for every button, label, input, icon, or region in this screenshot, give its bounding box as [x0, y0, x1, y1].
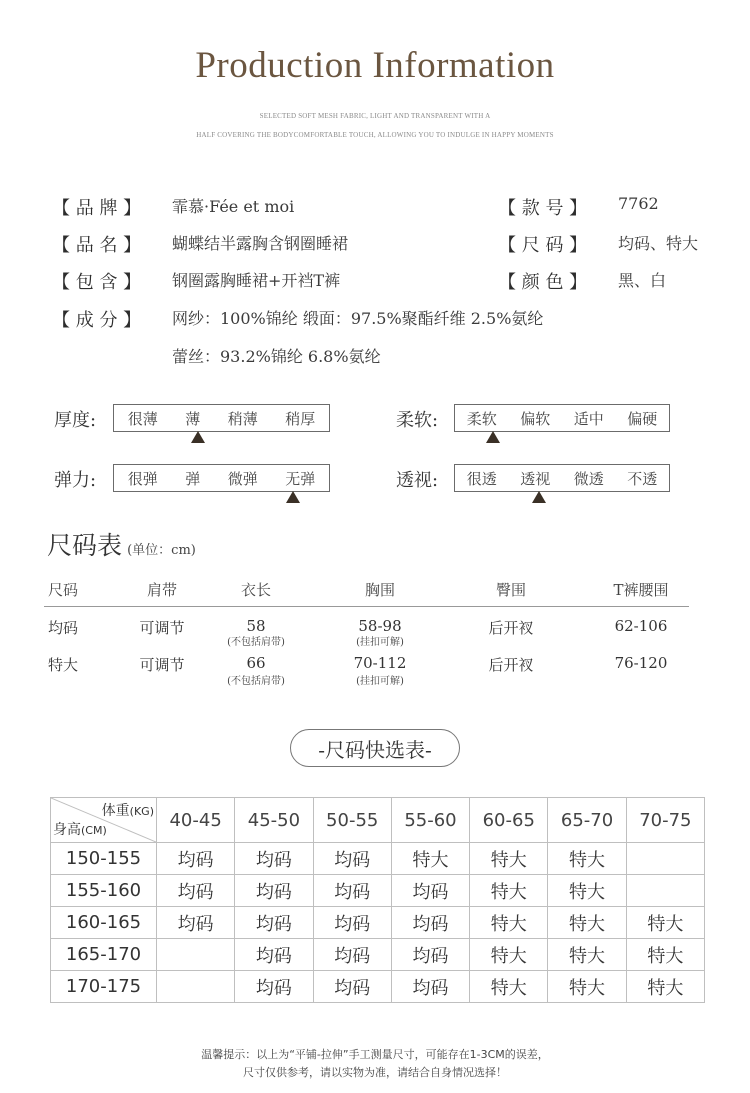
- size-result-cell: [626, 875, 704, 907]
- size-chart-header: 胸围: [364, 581, 395, 599]
- length-note: (不包括肩带): [227, 637, 285, 648]
- thickness-scale: [113, 404, 330, 432]
- size-cell: 特大: [48, 656, 79, 674]
- sheerness-option: 很透: [466, 469, 497, 488]
- thickness-option: 稍厚: [285, 409, 316, 428]
- size-result-cell: 特大: [470, 939, 548, 971]
- hip-cell: 后开衩: [488, 619, 534, 637]
- height-cell: 160-165: [51, 907, 157, 939]
- brand-value: 霏慕·Fée et moi: [172, 197, 295, 216]
- size-chart-header: 肩带: [146, 581, 177, 599]
- softness-marker: [486, 431, 500, 443]
- size-result-cell: 特大: [548, 875, 626, 907]
- height-cell: 165-170: [51, 939, 157, 971]
- size-result-cell: 均码: [235, 939, 313, 971]
- size-chart-header: 臀围: [495, 581, 526, 599]
- size-result-cell: 特大: [626, 907, 704, 939]
- bust-note: (挂扣可解): [356, 676, 404, 687]
- length-cell: 58: [246, 617, 266, 635]
- size-result-cell: 均码: [313, 875, 391, 907]
- size-chart-title: 尺码表: [47, 531, 123, 560]
- table-row: [51, 971, 705, 1003]
- composition-line-2: 蕾丝：93.2%锦纶 6.8%氨纶: [172, 347, 381, 366]
- size-result-cell: 特大: [548, 971, 626, 1003]
- name-value: 蝴蝶结半露胸含钢圈睡裙: [172, 234, 349, 253]
- size-result-cell: 均码: [391, 875, 469, 907]
- height-cell: 170-175: [51, 971, 157, 1003]
- footer-note-line-1: 温馨提示：以上为“平铺-拉伸”手工测量尺寸，可能存在1-3CM的误差，: [201, 1048, 549, 1061]
- size-result-cell: 均码: [235, 843, 313, 875]
- size-result-cell: 均码: [313, 939, 391, 971]
- waist-cell: 76-120: [614, 654, 668, 672]
- size-result-cell: 均码: [391, 907, 469, 939]
- size-result-cell: 特大: [548, 907, 626, 939]
- weight-col-header: 40-45: [157, 798, 235, 843]
- size-result-cell: 均码: [391, 939, 469, 971]
- size-chart-header: T裤腰围: [613, 581, 669, 599]
- sheerness-label: 透视:: [396, 470, 439, 491]
- height-cell: 150-155: [51, 843, 157, 875]
- composition-label: 【 成 分 】: [52, 310, 142, 331]
- size-result-cell: [157, 971, 235, 1003]
- size-result-cell: 特大: [470, 971, 548, 1003]
- weight-col-header: 45-50: [235, 798, 313, 843]
- footer-note-line-2: 尺寸仅供参考，请以实物为准，请结合自身情况选择！: [243, 1066, 507, 1079]
- bust-cell: 70-112: [353, 654, 407, 672]
- weight-col-header: 60-65: [470, 798, 548, 843]
- brand-label: 【 品 牌 】: [52, 198, 142, 219]
- sheerness-marker: [532, 491, 546, 503]
- size-result-cell: 均码: [313, 907, 391, 939]
- color-value: 黑、白: [618, 271, 667, 290]
- style-no-label: 【 款 号 】: [498, 198, 588, 219]
- size-result-cell: 均码: [157, 875, 235, 907]
- size-result-cell: 均码: [391, 971, 469, 1003]
- strap-cell: 可调节: [139, 619, 185, 637]
- softness-option: 适中: [573, 409, 604, 428]
- thickness-option: 很薄: [127, 409, 158, 428]
- size-result-cell: 特大: [626, 971, 704, 1003]
- size-chart-header: 尺码: [48, 581, 79, 599]
- size-result-cell: 特大: [626, 939, 704, 971]
- table-corner-cell: [51, 798, 157, 843]
- bust-cell: 58-98: [358, 617, 402, 635]
- sheerness-option: 不透: [627, 469, 658, 488]
- table-row: [51, 939, 705, 971]
- size-chart-unit: (单位：cm): [127, 543, 196, 558]
- weight-col-header: 55-60: [391, 798, 469, 843]
- weight-header: 体重(KG): [101, 803, 154, 819]
- strap-cell: 可调节: [139, 656, 185, 674]
- hip-cell: 后开衩: [488, 656, 534, 674]
- size-result-cell: 特大: [391, 843, 469, 875]
- thickness-option: 薄: [185, 409, 201, 428]
- softness-option: 偏软: [520, 409, 551, 428]
- size-chart-divider: [44, 606, 689, 607]
- bust-note: (挂扣可解): [356, 637, 404, 648]
- size-result-cell: 特大: [470, 875, 548, 907]
- length-note: (不包括肩带): [227, 676, 285, 687]
- color-label: 【 颜 色 】: [498, 272, 588, 293]
- softness-option: 偏硬: [627, 409, 658, 428]
- weight-col-header: 65-70: [548, 798, 626, 843]
- table-row: [51, 907, 705, 939]
- elasticity-option: 微弹: [227, 469, 258, 488]
- style-no-value: 7762: [618, 194, 659, 213]
- page-title: Production Information: [195, 45, 555, 86]
- softness-label: 柔软:: [396, 410, 439, 431]
- elasticity-option: 无弹: [285, 469, 316, 488]
- size-result-cell: 特大: [548, 939, 626, 971]
- size-result-cell: 均码: [235, 907, 313, 939]
- size-result-cell: 特大: [470, 843, 548, 875]
- size-chart-header: 衣长: [240, 581, 271, 599]
- elasticity-label: 弹力:: [54, 470, 97, 491]
- includes-label: 【 包 含 】: [52, 272, 142, 293]
- height-cell: 155-160: [51, 875, 157, 907]
- quick-size-table: [50, 797, 705, 1003]
- weight-col-header: 50-55: [313, 798, 391, 843]
- size-label: 【 尺 码 】: [498, 235, 588, 256]
- thickness-option: 稍薄: [227, 409, 258, 428]
- size-result-cell: [157, 939, 235, 971]
- thickness-label: 厚度:: [54, 410, 97, 431]
- subtitle-line-2: HALF COVERING THE BODYCOMFORTABLE TOUCH, ALLOWING YOU TO INDULGE IN HAPPY MOMENTS: [196, 131, 554, 139]
- size-result-cell: 特大: [548, 843, 626, 875]
- weight-col-header: 70-75: [626, 798, 704, 843]
- thickness-marker: [191, 431, 205, 443]
- table-row: [51, 843, 705, 875]
- size-value: 均码、特大: [618, 234, 699, 253]
- size-chart-heading: [47, 526, 196, 562]
- sheerness-scale: [454, 464, 670, 492]
- name-label: 【 品 名 】: [52, 235, 142, 256]
- size-result-cell: 均码: [313, 971, 391, 1003]
- composition-line-1: 网纱：100%锦纶 缎面：97.5%聚酯纤维 2.5%氨纶: [172, 309, 544, 328]
- size-result-cell: 均码: [235, 875, 313, 907]
- size-result-cell: 均码: [157, 907, 235, 939]
- elasticity-option: 弹: [185, 469, 201, 488]
- table-row: [51, 875, 705, 907]
- size-result-cell: 特大: [470, 907, 548, 939]
- height-header: 身高(CM): [53, 822, 107, 838]
- subtitle-line-1: SELECTED SOFT MESH FABRIC, LIGHT AND TRANSPARENT WITH A: [259, 112, 491, 120]
- softness-scale: [454, 404, 670, 432]
- sheerness-option: 微透: [573, 469, 604, 488]
- quick-chart-title: -尺码快选表-: [290, 729, 460, 767]
- sheerness-option: 透视: [520, 469, 551, 488]
- size-cell: 均码: [48, 619, 79, 637]
- size-result-cell: [626, 843, 704, 875]
- size-result-cell: 均码: [313, 843, 391, 875]
- includes-value: 钢圈露胸睡裙+开裆T裤: [172, 271, 341, 290]
- elasticity-marker: [286, 491, 300, 503]
- elasticity-option: 很弹: [127, 469, 158, 488]
- size-result-cell: 均码: [235, 971, 313, 1003]
- waist-cell: 62-106: [614, 617, 668, 635]
- elasticity-scale: [113, 464, 330, 492]
- softness-option: 柔软: [466, 409, 497, 428]
- size-result-cell: 均码: [157, 843, 235, 875]
- length-cell: 66: [246, 654, 266, 672]
